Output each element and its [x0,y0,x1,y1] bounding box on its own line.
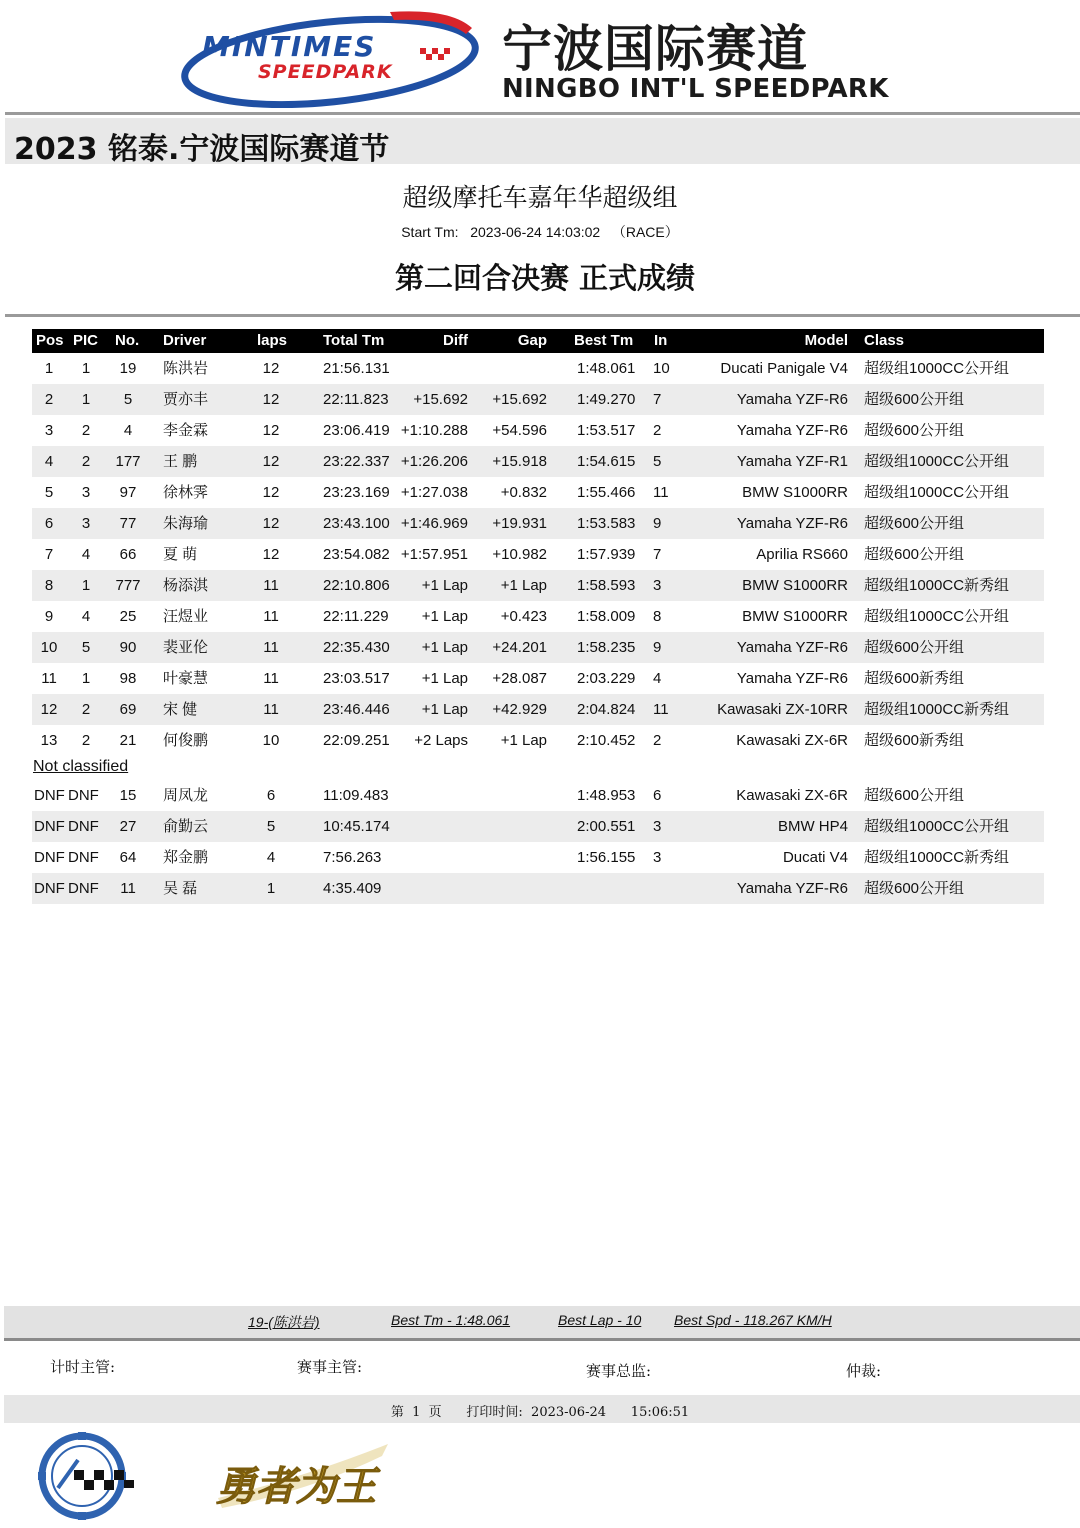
cell-driver: 李金霖 [163,422,209,439]
table-row [32,539,1044,570]
cell-in: 11 [653,484,669,501]
cell-gap: +28.087 [492,670,547,687]
cell-no: 25 [119,608,137,625]
cell-class: 超级组1000CC公开组 [864,608,1010,625]
cell-model: Yamaha YZF-R1 [736,453,848,470]
cell-driver: 叶豪慧 [163,670,209,687]
cell-laps: 5 [266,818,276,835]
cell-no: 90 [119,639,137,656]
col-class: Class [864,332,905,349]
cell-in: 11 [653,701,669,718]
header-divider [5,112,1080,115]
cell-class: 超级600公开组 [864,880,965,897]
cell-best: 2:00.551 [577,818,636,835]
cell-gap: +0.423 [500,608,547,625]
cell-pic: 1 [81,391,91,408]
cell-total: 11:09.483 [323,787,389,804]
cell-driver: 王 鹏 [163,453,198,470]
logo-text-speedpark: SPEEDPARK [258,61,393,83]
cell-model: BMW S1000RR [742,484,848,501]
cell-total: 23:54.082 [323,546,390,563]
footer-divider [4,1338,1080,1341]
cell-pic: 3 [81,484,91,501]
table-row [32,725,1044,756]
cell-model: Kawasaki ZX-6R [736,732,848,749]
cell-diff: +1:46.969 [400,515,468,532]
cell-diff: +1 Lap [421,608,468,625]
cell-pic: 2 [81,701,91,718]
cell-laps: 11 [263,639,279,656]
cell-pos: 6 [44,515,54,532]
cell-pos: DNF [34,787,65,804]
cell-pos: 7 [44,546,54,563]
cell-laps: 12 [262,453,280,470]
col-pic: PIC [73,332,99,349]
cell-model: Aprilia RS660 [756,546,848,563]
cell-no: 5 [123,391,133,408]
table-row [32,842,1044,873]
cell-class: 超级600公开组 [864,515,965,532]
signature-arbitrator: 仲裁: [846,1362,882,1380]
cell-pos: 13 [40,732,58,749]
cell-no: 21 [119,732,137,749]
cell-class: 超级组1000CC公开组 [864,453,1010,470]
cell-model: Ducati Panigale V4 [720,360,848,377]
title-divider [5,314,1080,317]
cell-model: Yamaha YZF-R6 [736,880,848,897]
cell-class: 超级组1000CC新秀组 [864,849,1010,866]
cell-gap: +15.692 [492,391,547,408]
cell-no: 4 [123,422,133,439]
cell-gap: +0.832 [500,484,547,501]
cell-no: 11 [120,880,136,897]
table-row [32,384,1044,415]
cell-diff: +2 Laps [414,732,468,749]
cell-no: 98 [119,670,137,687]
cell-gap: +1 Lap [500,732,547,749]
best-lap: Best Lap - 10 [558,1312,642,1328]
ningbo-speedpark-logo-en: NINGBO INT'L SPEEDPARK [502,74,889,104]
cell-total: 23:23.169 [323,484,390,501]
best-lap-band [4,1306,1080,1340]
cell-no: 777 [115,577,141,594]
not-classified-label: Not classified [33,758,129,775]
results-table [32,329,1044,904]
cell-no: 19 [119,360,137,377]
cell-pic: 5 [81,639,91,656]
cell-class: 超级600公开组 [864,787,965,804]
cell-in: 2 [653,422,662,439]
cell-in: 3 [653,818,662,835]
cell-pic: DNF [68,849,99,866]
cell-model: Ducati V4 [782,849,848,866]
cell-no: 69 [119,701,137,718]
cell-best: 1:53.583 [577,515,636,532]
cell-model: Yamaha YZF-R6 [736,639,848,656]
cell-total: 23:22.337 [323,453,390,470]
table-row [32,811,1044,842]
cell-no: 15 [119,787,137,804]
table-row [32,632,1044,663]
cell-pos: DNF [34,880,65,897]
col-model: Model [804,332,848,349]
cell-gap: +24.201 [492,639,547,656]
cell-driver: 徐林霁 [163,484,209,501]
cell-driver: 宋 健 [163,701,198,718]
cell-pic: 2 [81,732,91,749]
cell-total: 23:43.100 [323,515,390,532]
cell-best: 1:58.009 [577,608,636,625]
cell-in: 5 [653,453,662,470]
cell-laps: 11 [263,577,279,594]
table-row [32,570,1044,601]
cell-diff: +1:57.951 [400,546,468,563]
cell-model: Yamaha YZF-R6 [736,515,848,532]
cell-laps: 12 [262,422,280,439]
cell-best: 1:57.939 [577,546,636,563]
cell-driver: 周凤龙 [163,787,209,804]
cell-model: BMW S1000RR [742,608,848,625]
signature-race-director: 赛事总监: [586,1362,652,1380]
cell-pic: 4 [81,546,91,563]
col-gap: Gap [517,332,547,349]
cell-driver: 朱海瑜 [163,515,209,532]
not-classified-section [32,756,1044,780]
cell-class: 超级组1000CC公开组 [864,818,1010,835]
cell-diff: +1 Lap [421,701,468,718]
cell-gap: +54.596 [492,422,547,439]
cell-pos: 11 [41,670,57,687]
cell-class: 超级600公开组 [864,639,965,656]
table-row [32,694,1044,725]
col-total: Total Tm [323,332,385,349]
cell-pic: 3 [81,515,91,532]
best-driver: 19-(陈洪岩) [248,1314,320,1330]
cell-pos: 8 [44,577,54,594]
cell-gap: +42.929 [492,701,547,718]
cell-gap: +1 Lap [500,577,547,594]
cell-total: 22:35.430 [323,639,390,656]
cell-pos: 5 [44,484,54,501]
col-no: No. [115,332,140,349]
cell-model: BMW HP4 [777,818,848,835]
cell-laps: 12 [262,515,280,532]
cell-class: 超级组1000CC新秀组 [864,577,1010,594]
cell-class: 超级600公开组 [864,391,965,408]
cell-pic: DNF [68,787,99,804]
cell-pos: 3 [44,422,54,439]
cell-driver: 汪煜业 [163,608,209,625]
cell-in: 3 [653,849,662,866]
cell-total: 23:03.517 [323,670,390,687]
cell-class: 超级600公开组 [864,546,965,563]
cell-total: 4:35.409 [323,880,382,897]
cell-driver: 陈洪岩 [163,360,209,377]
cell-best: 2:03.229 [577,670,636,687]
cell-gap: +19.931 [492,515,547,532]
cell-in: 6 [653,787,662,804]
slogan-graphic [212,1438,394,1520]
logo-text-mintimes: MINTIMES [202,30,377,63]
cell-laps: 11 [263,670,279,687]
col-in: In [654,332,668,349]
cell-pos: 9 [44,608,54,625]
cell-pic: 4 [81,608,91,625]
cell-best: 1:56.155 [577,849,636,866]
cell-total: 21:56.131 [323,360,390,377]
table-row [32,477,1044,508]
cell-driver: 夏 萌 [163,546,198,563]
cell-diff: +1 Lap [421,670,468,687]
cell-total: 10:45.174 [323,818,390,835]
cell-driver: 杨添淇 [163,577,209,594]
cell-diff: +1 Lap [421,639,468,656]
cell-model: Kawasaki ZX-10RR [717,701,848,718]
cell-pic: 1 [81,670,91,687]
cell-no: 66 [119,546,137,563]
col-diff: Diff [443,332,468,349]
cell-class: 超级组1000CC公开组 [864,484,1010,501]
cell-diff: +1:26.206 [400,453,468,470]
cell-in: 10 [653,360,670,377]
classified-rows [32,353,1044,756]
cell-best: 1:49.270 [577,391,636,408]
cell-no: 64 [119,849,137,866]
table-row [32,446,1044,477]
cell-model: Yamaha YZF-R6 [736,670,848,687]
cell-class: 超级组1000CC公开组 [864,360,1010,377]
col-laps: laps [257,332,288,349]
cell-class: 超级组1000CC新秀组 [864,701,1010,718]
cell-best: 1:54.615 [577,453,636,470]
cell-best: 2:04.824 [577,701,636,718]
cell-in: 9 [653,639,662,656]
cell-laps: 12 [262,546,280,563]
cell-best: 1:48.061 [577,360,636,377]
signature-timing-chief: 计时主管: [50,1358,116,1376]
cell-total: 22:11.823 [323,391,389,408]
table-row [32,508,1044,539]
cell-total: 23:46.446 [323,701,390,718]
session-title: 超级摩托车嘉年华超级组 [402,184,678,212]
cell-pic: 1 [81,360,91,377]
cell-driver: 贾亦丰 [163,391,209,408]
cell-pic: 2 [81,453,91,470]
table-row [32,415,1044,446]
cell-laps: 11 [263,701,279,718]
cell-driver: 吴 磊 [163,880,198,897]
page-info: 第 1 页 打印时间: 2023-06-24 15:06:51 [390,1405,690,1420]
cell-total: 7:56.263 [323,849,382,866]
table-row [32,663,1044,694]
cell-diff: +1:10.288 [400,422,468,439]
col-driver: Driver [163,332,207,349]
cell-best: 1:53.517 [577,422,636,439]
cell-pos: 4 [44,453,54,470]
cell-pos: 2 [44,391,54,408]
cell-total: 22:11.229 [323,608,389,625]
dnf-rows [32,780,1044,904]
cell-best: 1:48.953 [577,787,636,804]
cell-pos: 10 [40,639,58,656]
cell-total: 22:09.251 [323,732,390,749]
cell-model: BMW S1000RR [742,577,848,594]
cell-model: Yamaha YZF-R6 [736,391,848,408]
cell-best: 2:10.452 [577,732,636,749]
cell-diff: +1 Lap [421,577,468,594]
ningbo-speedpark-logo-cn: 宁波国际赛道 [502,20,808,78]
cell-total: 23:06.419 [323,422,390,439]
cell-in: 2 [653,732,662,749]
cell-diff: +15.692 [413,391,468,408]
cell-laps: 10 [262,732,280,749]
cell-laps: 12 [262,391,280,408]
table-row [32,780,1044,811]
table-row [32,601,1044,632]
cell-no: 177 [115,453,141,470]
signature-race-chief: 赛事主管: [297,1358,363,1376]
table-header [32,329,1044,353]
mintimes-speedpark-logo [180,4,480,108]
cell-class: 超级600新秀组 [864,732,965,749]
cell-in: 8 [653,608,662,625]
cell-gap: +10.982 [492,546,547,563]
cell-laps: 12 [262,484,280,501]
cell-no: 27 [119,818,137,835]
event-title: 2023 铭泰.宁波国际赛道节 [14,132,390,167]
federation-seal-icon [34,1430,144,1522]
slogan-text: 勇者为王 [216,1464,376,1510]
cell-gap: +15.918 [492,453,547,470]
cell-driver: 俞勤云 [163,818,209,835]
cell-pic: DNF [68,818,99,835]
col-pos: Pos [36,332,64,349]
table-row [32,353,1044,384]
cell-diff: +1:27.038 [400,484,468,501]
cell-class: 超级600公开组 [864,422,965,439]
cell-total: 22:10.806 [323,577,390,594]
cell-pos: DNF [34,818,65,835]
cell-pic: DNF [68,880,99,897]
cell-laps: 6 [266,787,276,804]
cell-pic: 2 [81,422,91,439]
cell-in: 4 [653,670,662,687]
cell-laps: 11 [263,608,279,625]
cell-laps: 1 [266,880,276,897]
cell-in: 9 [653,515,662,532]
cell-pos: DNF [34,849,65,866]
best-speed: Best Spd - 118.267 KM/H [674,1312,832,1328]
cell-best: 1:58.235 [577,639,636,656]
cell-driver: 何俊鹏 [163,732,209,749]
cell-model: Kawasaki ZX-6R [736,787,848,804]
cell-in: 7 [653,391,662,408]
col-best: Best Tm [574,332,634,349]
cell-pic: 1 [81,577,91,594]
cell-best: 1:55.466 [577,484,636,501]
cell-best: 1:58.593 [577,577,636,594]
best-tm: Best Tm - 1:48.061 [391,1312,511,1328]
cell-pos: 12 [40,701,58,718]
cell-driver: 郑金鹏 [163,849,209,866]
cell-laps: 12 [262,360,280,377]
cell-driver: 裴亚伦 [163,639,209,656]
result-title: 第二回合决赛 正式成绩 [394,261,696,295]
cell-class: 超级600新秀组 [864,670,965,687]
cell-in: 3 [653,577,662,594]
start-time: Start Tm: 2023-06-24 14:03:02 （RACE） [401,224,679,240]
cell-model: Yamaha YZF-R6 [736,422,848,439]
cell-no: 77 [119,515,137,532]
cell-in: 7 [653,546,662,563]
cell-no: 97 [119,484,137,501]
table-row [32,873,1044,904]
cell-pos: 1 [44,360,54,377]
cell-laps: 4 [266,849,276,866]
